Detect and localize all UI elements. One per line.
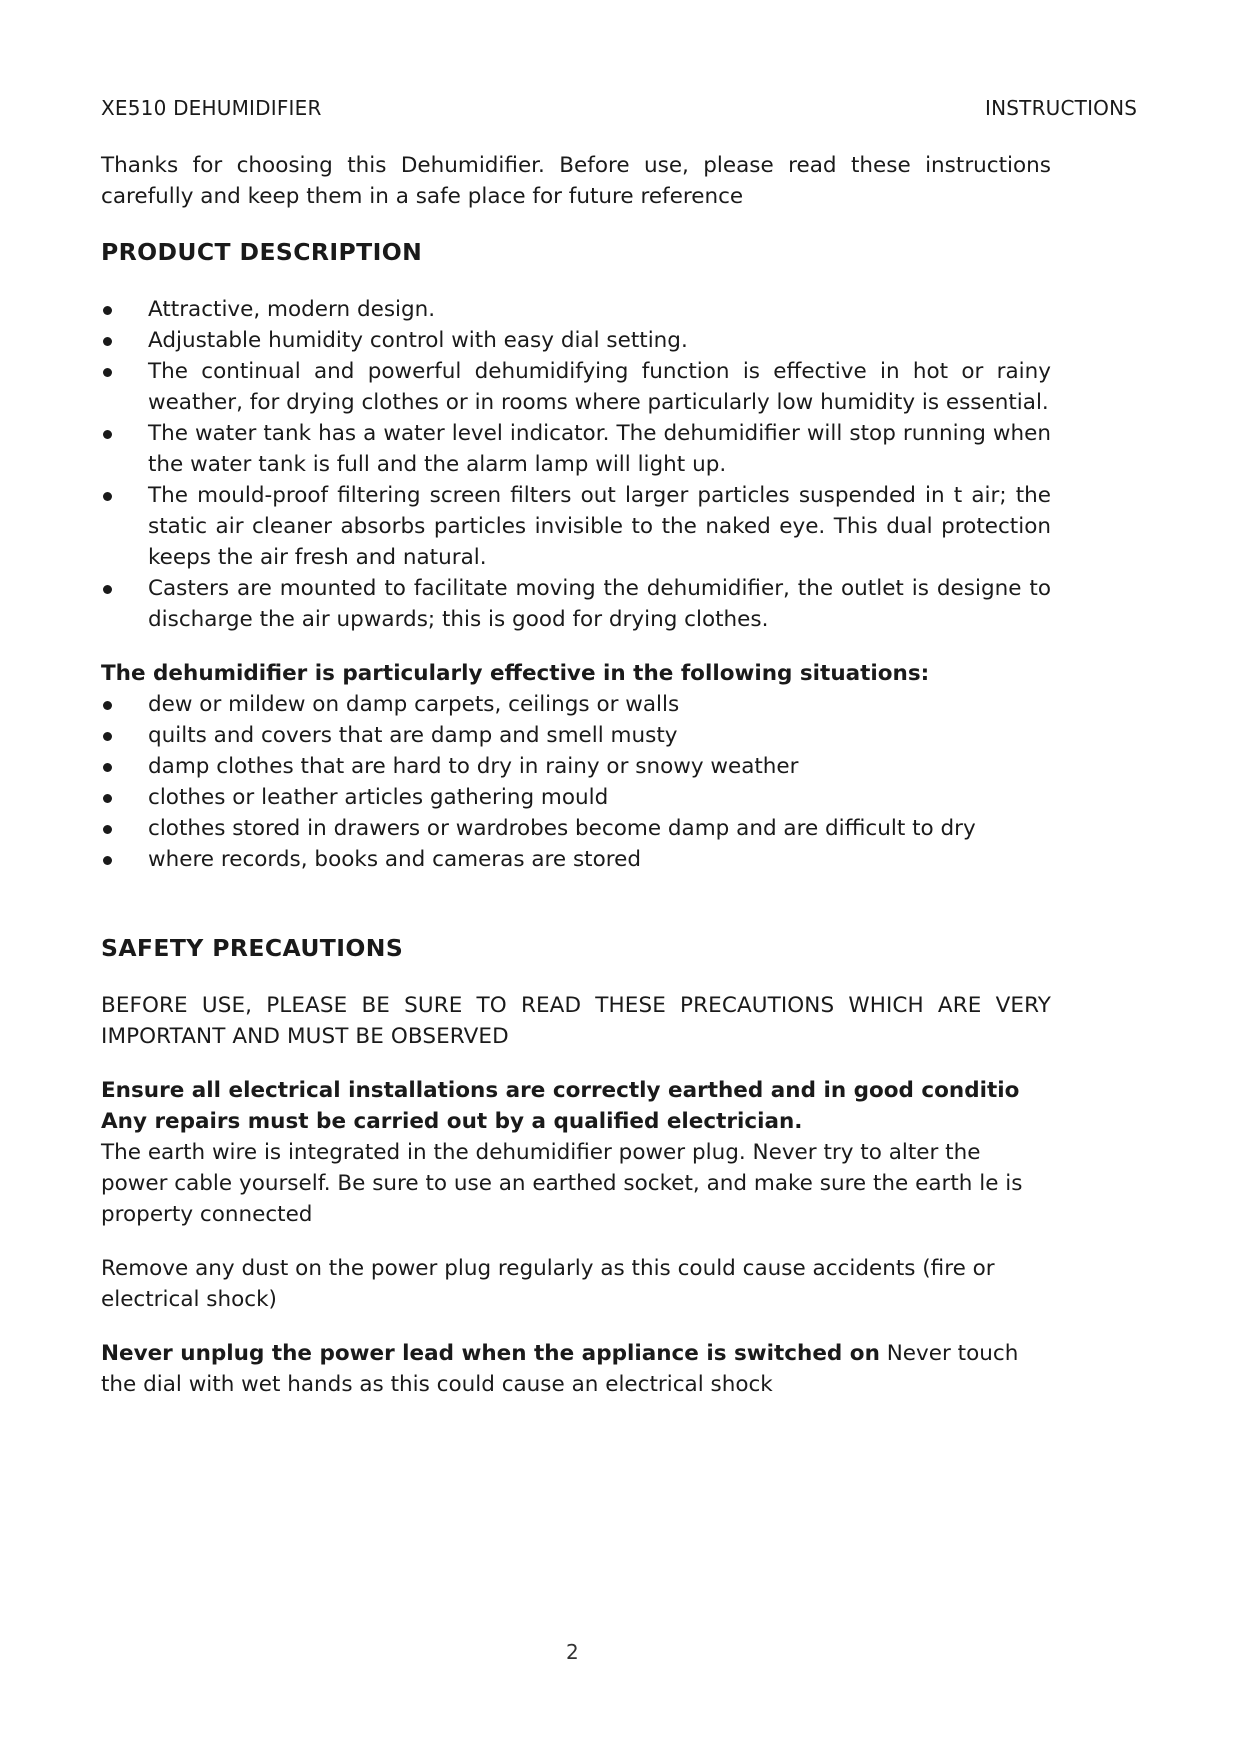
product-description-heading: PRODUCT DESCRIPTION xyxy=(101,238,423,266)
situations-heading: The dehumidifier is particularly effective in the following situations: xyxy=(101,661,930,686)
list-item-text: where records, books and cameras are stored xyxy=(148,847,641,872)
intro-paragraph: Thanks for choosing this Dehumidifier. Before use, please read these instructions carefully and keep them in a safe place for future reference xyxy=(101,153,1051,209)
product-features-list xyxy=(101,294,1051,635)
situations-list xyxy=(101,689,1051,875)
bullet-icon xyxy=(103,306,112,315)
bullet-icon xyxy=(103,732,112,741)
header-product-name: XE510 DEHUMIDIFIER xyxy=(101,96,322,120)
list-item xyxy=(101,844,1051,875)
dust-paragraph: Remove any dust on the power plug regularly as this could cause accidents (fire or electrical shock) xyxy=(101,1256,995,1312)
list-item-text: damp clothes that are hard to dry in rainy or snowy weather xyxy=(148,754,799,779)
list-item-text: Casters are mounted to facilitate moving the dehumidifier, the outlet is designe to discharge the air upwards; this is good for drying clothes. xyxy=(148,576,1051,632)
list-item xyxy=(101,325,1051,356)
unplug-paragraph xyxy=(101,1338,1051,1400)
bullet-icon xyxy=(103,701,112,710)
page-content xyxy=(101,150,1051,1400)
bullet-icon xyxy=(103,492,112,501)
earthing-paragraph: The earth wire is integrated in the dehumidifier power plug. Never try to alter the power cable yourself. Be sure to use an earthed socket, and make sure the earth le is property connected xyxy=(101,1140,1023,1227)
bullet-icon xyxy=(103,825,112,834)
page-number: 2 xyxy=(566,1640,579,1664)
earthing-warning-line-2: Any repairs must be carried out by a qualified electrician. xyxy=(101,1109,803,1134)
bullet-icon xyxy=(103,337,112,346)
unplug-text: Never touch the dial with wet hands as this could cause an electrical shock xyxy=(101,1341,1019,1397)
list-item-text: clothes stored in drawers or wardrobes become damp and are difficult to dry xyxy=(148,816,976,841)
safety-precautions-heading: SAFETY PRECAUTIONS xyxy=(101,934,404,962)
list-item xyxy=(101,689,1051,720)
list-item-text: Attractive, modern design. xyxy=(148,297,436,322)
list-item-text: dew or mildew on damp carpets, ceilings or walls xyxy=(148,692,680,717)
list-item xyxy=(101,480,1051,573)
header-section-title: INSTRUCTIONS xyxy=(985,96,1138,120)
list-item xyxy=(101,720,1051,751)
safety-notice: BEFORE USE, PLEASE BE SURE TO READ THESE PRECAUTIONS WHICH ARE VERY IMPORTANT AND MUST BE OBSERVED xyxy=(101,993,1051,1049)
earthing-warning-line-1: Ensure all electrical installations are correctly earthed and in good conditio xyxy=(101,1078,1020,1103)
bullet-icon xyxy=(103,794,112,803)
bullet-icon xyxy=(103,856,112,865)
list-item-text: The water tank has a water level indicator. The dehumidifier will stop running when the water tank is full and the alarm lamp will light up. xyxy=(148,421,1051,477)
bullet-icon xyxy=(103,585,112,594)
unplug-warning: Never unplug the power lead when the appliance is switched on xyxy=(101,1341,880,1366)
bullet-icon xyxy=(103,763,112,772)
list-item-text: Adjustable humidity control with easy dial setting. xyxy=(148,328,688,353)
list-item xyxy=(101,573,1051,635)
list-item xyxy=(101,356,1051,418)
bullet-icon xyxy=(103,368,112,377)
list-item xyxy=(101,813,1051,844)
list-item xyxy=(101,418,1051,480)
list-item-text: quilts and covers that are damp and smell musty xyxy=(148,723,678,748)
list-item-text: The continual and powerful dehumidifying function is effective in hot or rainy weather, for drying clothes or in rooms where particularly low humidity is essential. xyxy=(148,359,1051,415)
bullet-icon xyxy=(103,430,112,439)
list-item-text: clothes or leather articles gathering mould xyxy=(148,785,609,810)
list-item xyxy=(101,294,1051,325)
list-item-text: The mould-proof filtering screen filters out larger particles suspended in t air; the static air cleaner absorbs particles invisible to the naked eye. This dual protection keeps the air fresh and natural. xyxy=(148,483,1051,570)
list-item xyxy=(101,782,1051,813)
list-item xyxy=(101,751,1051,782)
